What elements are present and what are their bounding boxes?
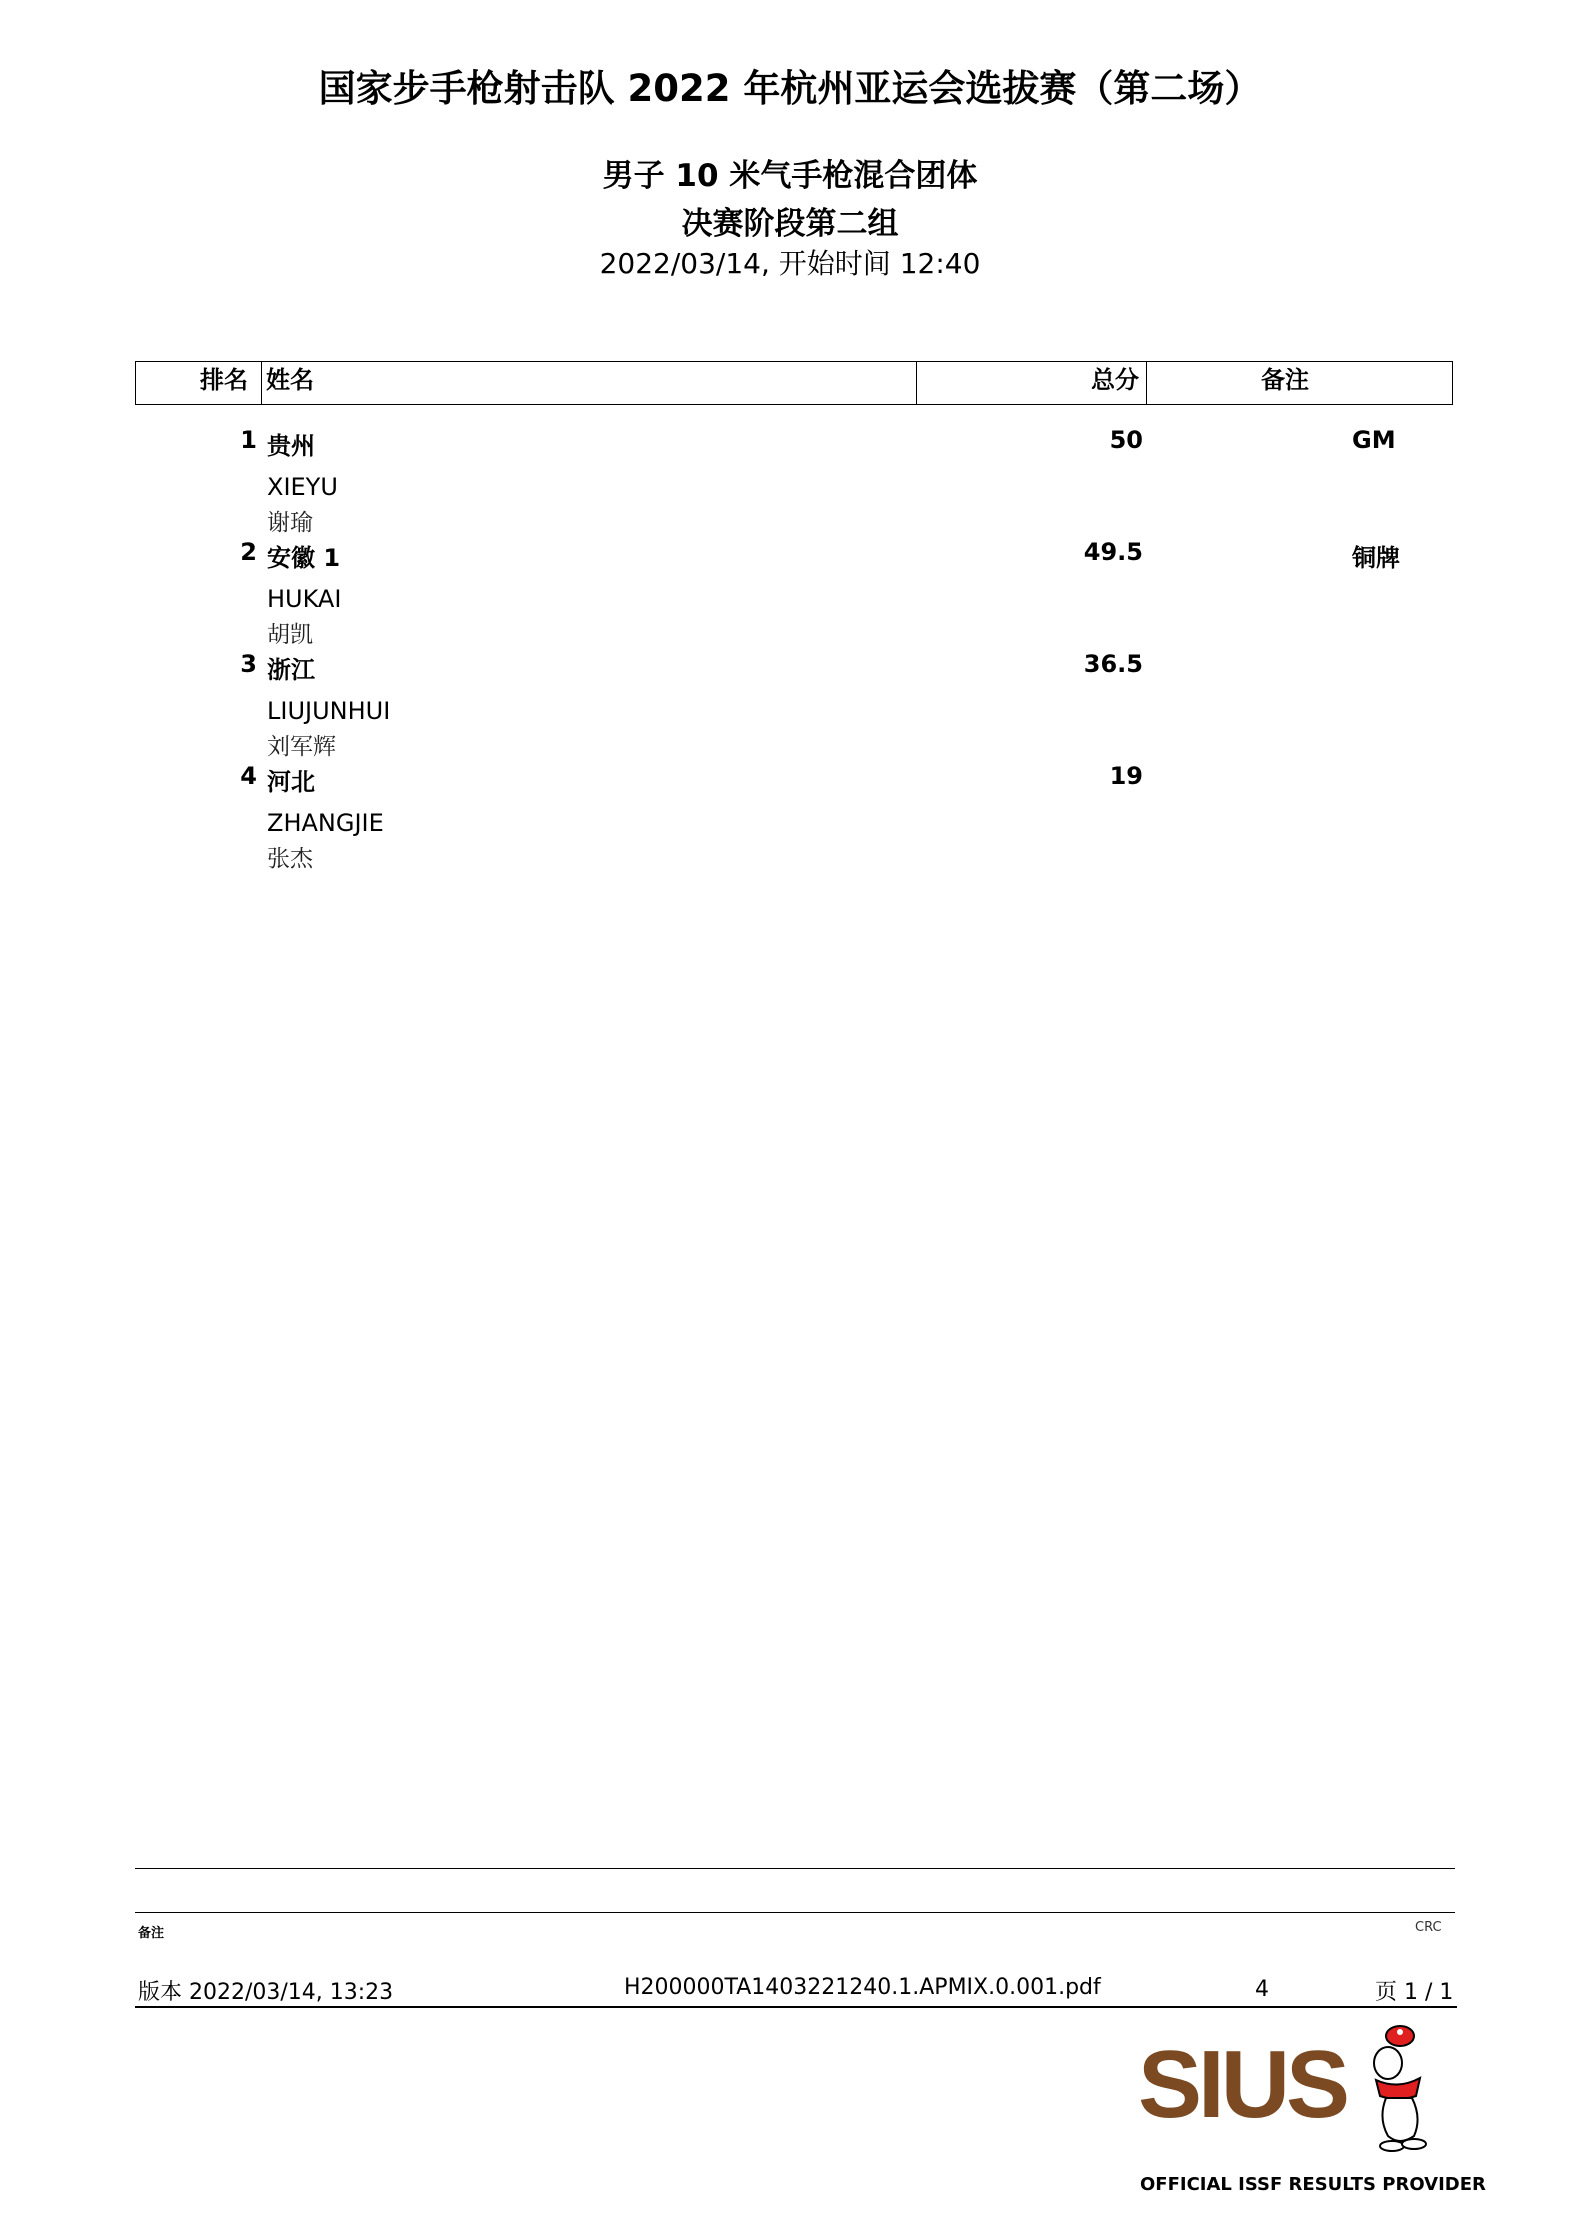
rank: 4: [240, 762, 257, 790]
rank: 2: [240, 538, 257, 566]
athlete-name-chinese: 谢瑜: [267, 510, 313, 536]
header-divider: [261, 362, 262, 404]
total-score: 49.5: [1083, 538, 1143, 566]
page-number: 页 1 / 1: [1375, 1980, 1454, 2005]
footer-divider: [135, 2006, 1457, 2008]
col-name-header: 姓名: [266, 366, 314, 394]
athlete-name-chinese: 张杰: [267, 846, 313, 872]
remark: GM: [1352, 426, 1396, 454]
legend-code: CRC: [1415, 1920, 1442, 1935]
team-name: 浙江: [267, 656, 315, 684]
athlete-name-latin: ZHANGJIE: [267, 809, 384, 837]
col-rank-header: 排名: [200, 366, 248, 394]
footer-number: 4: [1255, 1977, 1269, 2002]
athlete-name-chinese: 胡凯: [267, 622, 313, 648]
start-time: 2022/03/14, 开始时间 12:40: [599, 247, 981, 280]
legend-label: 备注: [138, 1926, 165, 1941]
footer-divider: [135, 1868, 1455, 1869]
total-score: 19: [1109, 762, 1143, 790]
document-title: 国家步手枪射击队 2022 年杭州亚运会选拔赛（第二场）: [318, 67, 1262, 110]
athlete-name-latin: HUKAI: [267, 585, 342, 613]
header-divider: [916, 362, 917, 404]
team-name: 安徽 1: [267, 544, 341, 572]
col-total-header: 总分: [1091, 366, 1139, 394]
header-divider: [1146, 362, 1147, 404]
sius-logo-wordmark: SIUS: [1138, 2031, 1347, 2138]
footer-divider: [135, 1912, 1455, 1913]
logo-tagline: OFFICIAL ISSF RESULTS PROVIDER: [1140, 2174, 1486, 2195]
mascot-icon: [1358, 2018, 1438, 2158]
total-score: 36.5: [1083, 650, 1143, 678]
file-name: H200000TA1403221240.1.APMIX.0.001.pdf: [624, 1975, 1101, 2000]
team-name: 贵州: [267, 432, 315, 460]
version-info: 版本 2022/03/14, 13:23: [138, 1980, 394, 2005]
athlete-name-latin: XIEYU: [267, 473, 338, 501]
athlete-name-latin: LIUJUNHUI: [267, 697, 391, 725]
col-notes-header: 备注: [1261, 366, 1309, 394]
results-table-header: [135, 361, 1453, 405]
phase-name: 决赛阶段第二组: [681, 206, 899, 242]
event-name: 男子 10 米气手枪混合团体: [602, 158, 978, 194]
remark: 铜牌: [1352, 544, 1400, 572]
team-name: 河北: [267, 768, 315, 796]
rank: 3: [240, 650, 257, 678]
rank: 1: [240, 426, 257, 454]
total-score: 50: [1109, 426, 1143, 454]
athlete-name-chinese: 刘军辉: [267, 734, 336, 760]
